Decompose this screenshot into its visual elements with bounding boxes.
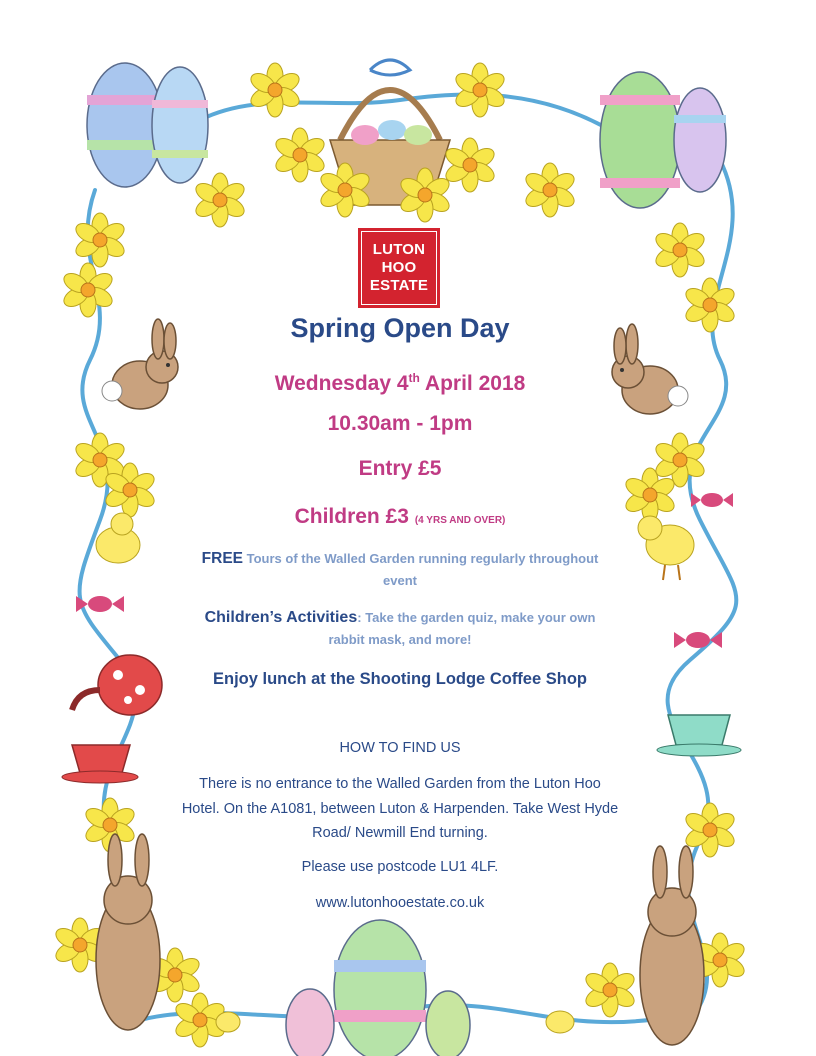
flyer-content — [180, 0, 620, 1056]
activities-colon: : — [357, 610, 366, 625]
teacup-left — [62, 745, 138, 783]
lunch-text: Enjoy lunch at the Shooting Lodge Coffee Shop — [213, 670, 587, 688]
teacup-right — [657, 715, 741, 756]
bunny-bottom-left — [96, 834, 160, 1030]
children-price-main: Children £3 — [294, 505, 409, 528]
directions-text: There is no entrance to the Walled Garden from the Luton Hoo Hotel. On the A1081, between Luton & Harpenden. Take West Hyde Road/ Newmill End turning. — [181, 776, 619, 841]
chick-right — [638, 516, 694, 580]
free-tours-detail: Tours of the Walled Garden running regularly throughout event — [246, 551, 599, 588]
entry-price: Entry £5 — [358, 457, 442, 480]
event-time: 10.30am - 1pm — [327, 412, 473, 435]
free-tours-text — [190, 548, 610, 592]
event-date — [180, 364, 620, 398]
chick-left — [96, 513, 140, 563]
event-date-ordinal: th — [408, 371, 420, 385]
how-to-find-heading: HOW TO FIND US — [339, 740, 461, 756]
logo-line-1: LUTON — [372, 241, 426, 258]
sweet-right-mid — [674, 632, 722, 648]
luton-hoo-estate-logo — [358, 228, 440, 308]
bunny-right-top — [612, 324, 688, 414]
children-price — [180, 503, 620, 535]
activities-detail: Take the garden quiz, make your own rabbit mask, and more! — [328, 610, 596, 647]
children-age-note: (4 YRS AND OVER) — [414, 515, 506, 526]
bunny-bottom-right — [640, 846, 704, 1045]
website-link[interactable]: www.lutonhooestate.co.uk — [315, 895, 485, 911]
page-title: Spring Open Day — [290, 313, 510, 343]
logo-line-2: HOO — [381, 259, 417, 276]
free-label: FREE — [201, 550, 243, 567]
sweet-right-top — [691, 493, 733, 507]
event-date-suffix: April 2018 — [419, 372, 526, 395]
event-date-prefix: Wednesday 4 — [274, 372, 409, 395]
teapot — [72, 655, 162, 715]
postcode-text: Please use postcode LU1 4LF. — [301, 859, 499, 875]
activities-label: Children’s Activities — [204, 609, 358, 626]
logo-line-3: ESTATE — [369, 277, 429, 294]
childrens-activities-text — [190, 607, 610, 651]
bunny-left-top — [102, 319, 178, 409]
